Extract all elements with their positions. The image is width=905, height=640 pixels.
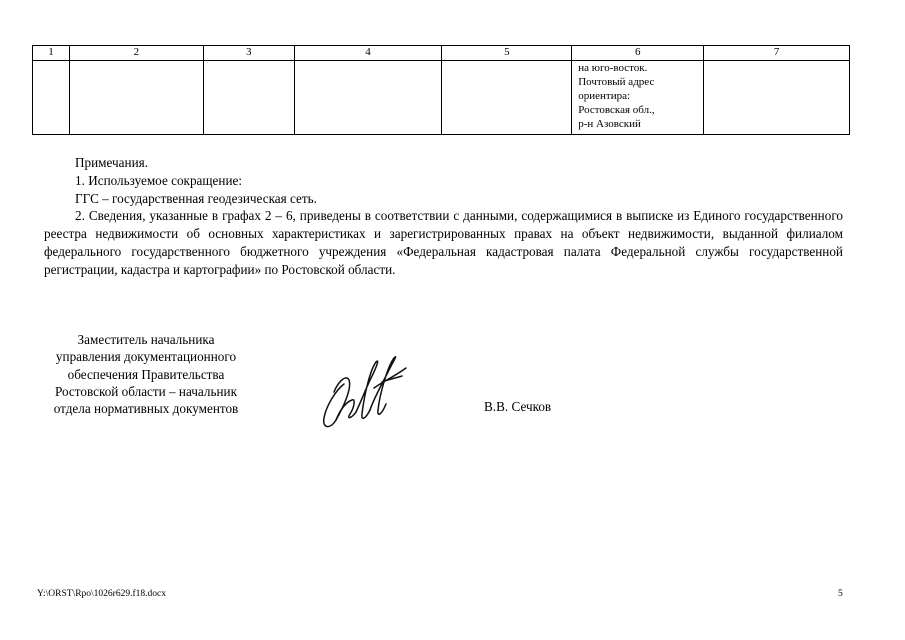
column-number-7: 7	[704, 46, 850, 61]
table-row	[33, 61, 850, 135]
signer-position	[20, 331, 272, 417]
note-item-2: 2. Сведения, указанные в графах 2 – 6, приведены в соответствии с данными, содержащимися в выписке из Единого государственного реестра недвижимости об основных характеристиках и зарегистрированных правах на объект недвижимости, выданной филиалом федерального государственного бюджетного учреждения «Федеральная кадастровая палата Федеральной службы государственной регистрации, кадастра и картографии» по Ростовской области.	[44, 208, 843, 277]
data-table	[32, 45, 850, 135]
column-number-5: 5	[442, 46, 572, 61]
table-cell-1	[33, 61, 70, 135]
page-number: 5	[838, 589, 843, 599]
notes-heading: Примечания.	[75, 155, 149, 170]
table-cell-2	[69, 61, 203, 135]
column-number-2: 2	[69, 46, 203, 61]
signer-position-line: обеспечения Правительства	[67, 366, 225, 382]
handwritten-signature-icon	[316, 348, 416, 432]
cell-line: на юго-восток.	[578, 62, 648, 74]
cell-line: р-н Азовский	[578, 118, 641, 130]
signer-position-line: отдела нормативных документов	[53, 401, 239, 417]
table-cell-6	[572, 61, 704, 135]
table-cell-3	[203, 61, 294, 135]
note-abbreviation: ГГС – государственная геодезическая сеть.	[75, 190, 317, 206]
column-number-6: 6	[572, 46, 704, 61]
cell-line: Ростовская обл.,	[578, 104, 655, 116]
signer-position-line: Заместитель начальника	[77, 332, 215, 347]
signer-name: В.В. Сечков	[484, 399, 552, 414]
signer-position-line: Ростовской области – начальник	[54, 383, 238, 399]
footer-file-path: Y:\ORST\Rpo\1026r629.f18.docx	[37, 589, 166, 599]
table-header-row	[33, 46, 850, 61]
table-cell-5	[442, 61, 572, 135]
column-number-4: 4	[294, 46, 442, 61]
notes-section	[44, 154, 843, 279]
column-number-3: 3	[203, 46, 294, 61]
cell-line: Почтовый адрес	[578, 76, 655, 88]
note-item-1: 1. Используемое сокращение:	[75, 172, 243, 188]
column-number-1: 1	[33, 46, 70, 61]
signer-position-line: управления документационного	[55, 349, 237, 365]
table-cell-4	[294, 61, 442, 135]
table-cell-7	[704, 61, 850, 135]
cell-line: ориентира:	[578, 90, 631, 102]
